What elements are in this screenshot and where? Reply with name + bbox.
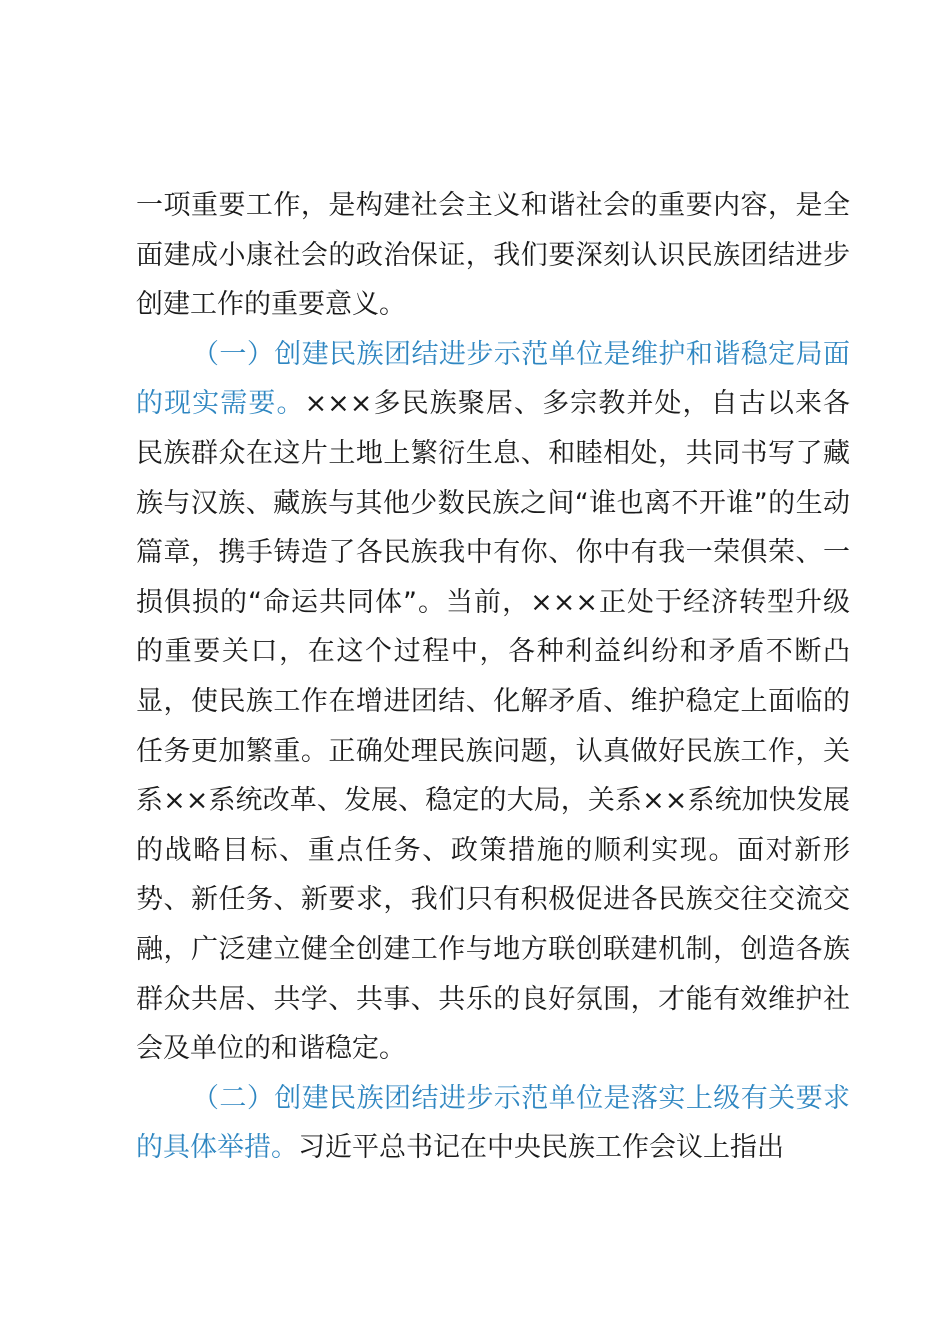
section-two-body: 习近平总书记在中央民族工作会议上指出	[298, 1132, 784, 1164]
paragraph-section-one	[136, 330, 850, 1074]
section-one-heading: （一）创建民族团结进步示范单位是维护和谐稳定局面的现实需要。	[136, 338, 850, 420]
paragraph-text: 一项重要工作，是构建社会主义和谐社会的重要内容，是全面建成小康社会的政治保证，我们要深刻认识民族团结进步创建工作的重要意义。	[136, 190, 850, 321]
paragraph-section-two	[136, 1074, 850, 1173]
paragraph-continuation	[136, 181, 850, 330]
section-one-body: ×××多民族聚居、多宗教并处，自古以来各民族群众在这片土地上繁衍生息、和睦相处，共同书写了藏族与汉族、藏族与其他少数民族之间“谁也离不开谁”的生动篇章，携手铸造了各民族我中有你、你中有我一荣俱荣、一损俱损的“命运共同体”。当前，×××正处于经济转型升级的重要关口，在这个过程中，各种利益纠纷和矛盾不断凸显，使民族工作在增进团结、化解矛盾、维护稳定上面临的任务更加繁重。正确处理民族问题，认真做好民族工作，关系××系统改革、发展、稳定的大局，关系××系统加快发展的战略目标、重点任务、政策措施的顺利实现。面对新形势、新任务、新要求，我们只有积极促进各民族交往交流交融，广泛建立健全创建工作与地方联创联建机制，创造各族群众共居、共学、共事、共乐的良好氛围，才能有效维护社会及单位的和谐稳定。	[136, 388, 851, 1065]
section-two-heading: （二）创建民族团结进步示范单位是落实上级有关要求的具体举措。	[136, 1082, 850, 1164]
document-body	[136, 181, 850, 1173]
